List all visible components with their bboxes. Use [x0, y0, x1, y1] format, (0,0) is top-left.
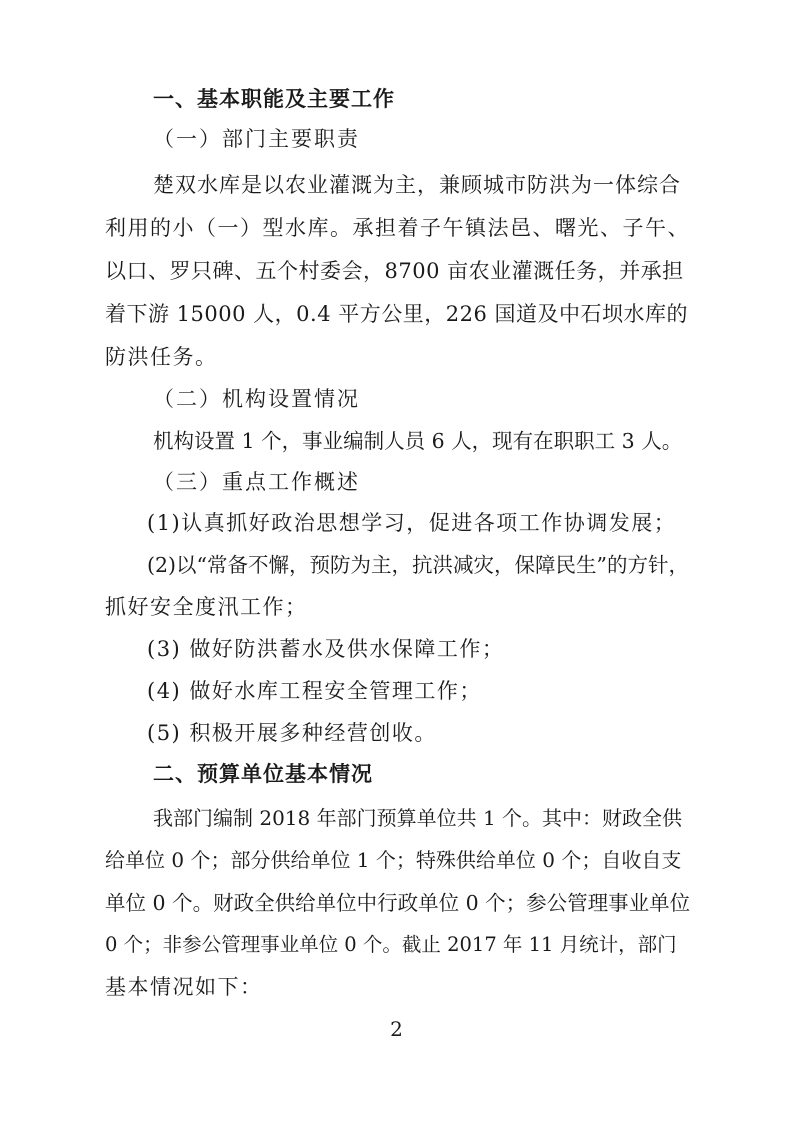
paragraph-line: 着下游 15000 人，0.4 平方公里，226 国道及中石坝水库的 [105, 302, 688, 326]
paragraph-line: 楚双水库是以农业灌溉为主，兼顾城市防洪为一体综合 [153, 173, 681, 197]
paragraph-line: 给单位 0 个；部分供给单位 1 个；特殊供给单位 0 个；自收自支 [105, 848, 682, 872]
paragraph-line: 我部门编制 2018 年部门预算单位共 1 个。其中：财政全供 [153, 806, 683, 830]
paragraph-line: 防洪任务。 [105, 345, 218, 369]
section-heading-2: 二、预算单位基本情况 [153, 762, 373, 786]
subsection-heading-1: （一）部门主要职责 [153, 127, 360, 151]
paragraph-line: 0 个；非参公管理事业单位 0 个。截止 2017 年 11 月统计，部门 [105, 933, 677, 956]
list-item: (5) 积极开展多种经营创收。 [147, 721, 437, 745]
list-item: (2)以“常备不懈，预防为主，抗洪减灾，保障民生”的方针， [147, 553, 689, 577]
list-item: (4) 做好水库工程安全管理工作； [147, 679, 482, 703]
list-item: (1)认真抓好政治思想学习，促进各项工作协调发展； [147, 511, 677, 535]
list-item-continuation: 抓好安全度汛工作； [105, 595, 308, 619]
subsection-heading-2: （二）机构设置情况 [153, 387, 360, 411]
list-item: (3) 做好防洪蓄水及供水保障工作； [147, 637, 505, 661]
paragraph-line: 机构设置 1 个，事业编制人员 6 人，现有在职职工 3 人。 [153, 429, 683, 453]
paragraph-line: 单位 0 个。财政全供给单位中行政单位 0 个；参公管理事业单位 [105, 891, 691, 915]
paragraph-line: 以口、罗只碑、五个村委会，8700 亩农业灌溉任务，并承担 [105, 259, 684, 283]
paragraph-line: 基本情况如下： [105, 975, 263, 999]
paragraph-line: 利用的小（一）型水库。承担着子午镇法邑、曙光、子午、 [105, 216, 690, 240]
page-number: 2 [390, 1017, 403, 1041]
subsection-heading-3: （三）重点工作概述 [153, 470, 360, 494]
section-heading-1: 一、基本职能及主要工作 [153, 87, 395, 111]
